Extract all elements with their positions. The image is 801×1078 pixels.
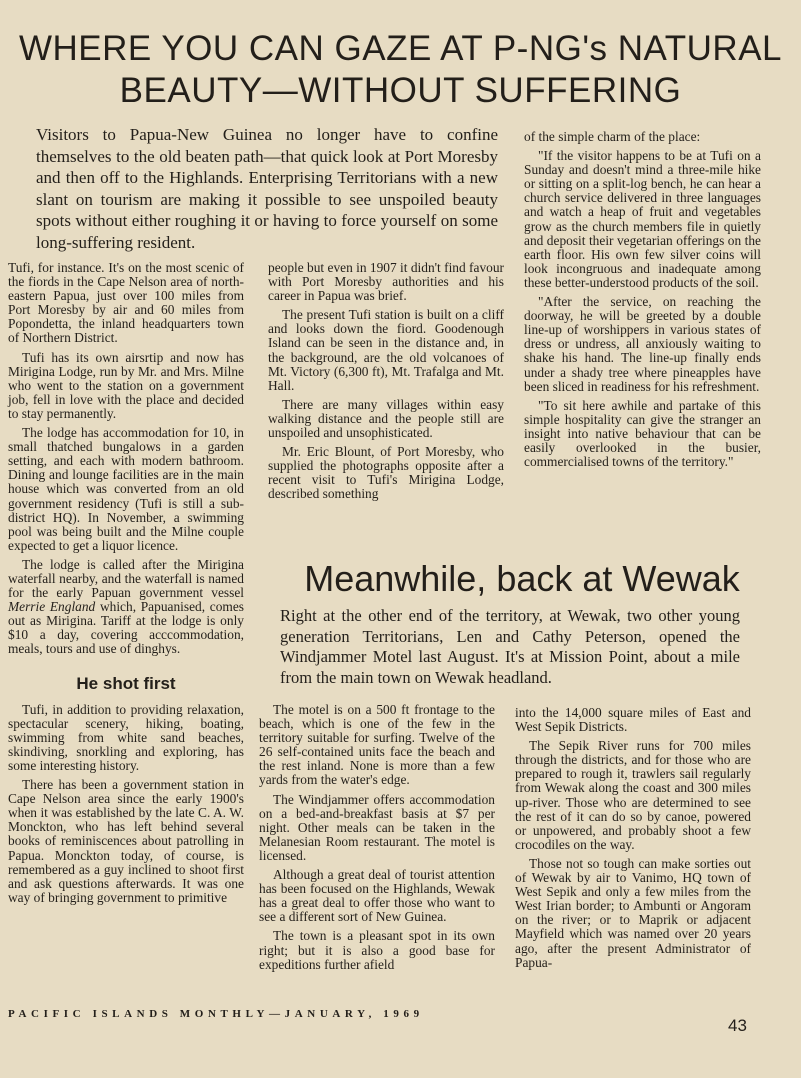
- col2-paragraph: There are many villages within easy walking distance and the people still are unspoiled and unsophisticated.: [268, 396, 504, 441]
- col1-paragraph: Tufi has its own airsrtip and now has Mirigina Lodge, run by Mr. and Mrs. Milne who went to the station on a government job, fell in love with the place and decided to stay permanently.: [8, 349, 244, 421]
- col4-paragraph: The motel is on a 500 ft frontage to the beach, which is one of the few in the territory suitable for surfing. Twelve of the 26 self-contained units face the beach and the rest inland. None is more than a few yards from the water's edge.: [259, 702, 495, 788]
- col1-paragraph: There has been a government station in Cape Nelson area since the early 1900's when it was established by the late C. A. W. Monckton, who has left behind several books of reminiscences about patrolling in Papua. Monckton today, of course, is remembered as a guy inclined to shoot first and ask questions afterwards. It was one way of bringing government to primitive: [8, 777, 244, 905]
- col3-paragraph: "To sit here awhile and partake of this simple hospitality can give the stranger an insight into native behaviour that can be easily overlooked in the busier, commercialised towns of the territory.": [524, 397, 761, 470]
- page-number: 43: [728, 1016, 747, 1035]
- column-1: [8, 261, 244, 910]
- intro-paragraph-2: Right at the other end of the territory, at Wewak, two other young generation Territorians, Len and Cathy Peterson, opened the Windjammer Motel last August. It's at Mission Point, about a mile from the main town on Wewak headland.: [280, 606, 740, 687]
- col5-paragraph: The Sepik River runs for 700 miles through the districts, and for those who are prepared to rough it, trawlers sail regularly from Wewak along the coast and 300 miles up-river. Those who are determined to see the rest of it can do so by canoe, powered or unpowered, and probably shoot a few crocodiles on the way.: [515, 738, 751, 852]
- col3-paragraph: "After the service, on reaching the doorway, he will be greeted by a double line-up of worshippers in various states of dress or undress, all anxiously waiting to shake his hand. The line-up finally ends under a shady tree where pineapples have been sliced in readiness for his refreshment.: [524, 294, 761, 394]
- headline-2: Meanwhile, back at Wewak: [304, 558, 740, 599]
- col2-paragraph: The present Tufi station is built on a cliff and looks down the fiord. Goodenough Island can be seen in the distance and, in the background, are the old volcanoes of Mt. Victory (6,300 ft), Mt. Trafalga and Mt. Hall.: [268, 307, 504, 393]
- col2-paragraph: Mr. Eric Blount, of Port Moresby, who supplied the photographs opposite after a recent visit to Tufi's Mirigina Lodge, described something: [268, 444, 504, 502]
- column-3: [524, 130, 761, 474]
- col3-paragraph: of the simple charm of the place:: [524, 129, 701, 144]
- col5-paragraph: Those not so tough can make sorties out of Wewak by air to Vanimo, HQ town of West Sepik and only a few miles from the West Irian border; to Ambunti or Angoram on the river; or to Maprik or adjacent Mayfield which was named over 20 years ago, after the present Administrator of Papua-: [515, 855, 751, 970]
- footer: PACIFIC ISLANDS MONTHLY—JANUARY, 1969: [8, 1008, 424, 1020]
- column-2: [268, 261, 504, 507]
- col1-paragraph: The lodge is called after the Mirigina waterfall nearby, and the waterfall is named for the early Papuan government vessel Merrie England which, Papuanised, comes out as Mirigina. Tariff at the lodge is only $10 a day, covering acccommodation, meals, tours and use of dinghys.: [8, 556, 244, 657]
- col4-paragraph: The Windjammer offers accommodation on a bed-and-breakfast basis at $7 per night. Other meals can be taken in the Melanesian Room restaurant. The motel is licensed.: [259, 791, 495, 863]
- col5-paragraph: into the 14,000 square miles of East and West Sepik Districts.: [515, 705, 751, 735]
- subheading: He shot first: [76, 673, 176, 693]
- col1-paragraph: Tufi, for instance. It's on the most scenic of the fiords in the Cape Nelson area of north-eastern Papua, just over 100 miles from Port Moresby by air and 60 miles from Popondetta, the inland headquarters town of Northern District.: [8, 260, 244, 346]
- col1-paragraph: The lodge has accommodation for 10, in small thatched bungalows in a garden setting, and each with modern bathroom. Dining and lounge facilities are in the main house which was converted from an old government residency (Tufi is still a sub-district HQ). In November, a swimming pool was being built and the Milne couple expected to get a liquor licence.: [8, 425, 244, 553]
- column-5: [515, 706, 751, 975]
- ship-name: Merrie England: [8, 599, 96, 615]
- headline: [10, 28, 791, 112]
- column-4: [259, 703, 495, 977]
- intro-paragraph: Visitors to Papua-New Guinea no longer have to confine themselves to the old beaten path—that quick look at Port Moresby and then off to the Highlands. Enterprising Territorians with a new slant on tourism are making it possible to see unspoiled beauty spots without either roughing it or having to force yourself on some long-suffering resident.: [36, 125, 498, 252]
- col4-paragraph: The town is a pleasant spot in its own right; but it is also a good base for expeditions further afield: [259, 928, 495, 972]
- headline-line-1: WHERE YOU CAN GAZE AT P-NG's NATURAL: [18, 29, 783, 68]
- col2-paragraph: people but even in 1907 it didn't find favour with Port Moresby authorities and his career in Papua was brief.: [268, 260, 504, 304]
- col1-paragraph: Tufi, in addition to providing relaxation, spectacular scenery, hiking, boating, swimming from white sand beaches, skindiving, snorkling and exploring, has some interesting history.: [8, 701, 244, 773]
- headline-line-2: BEAUTY—WITHOUT SUFFERING: [119, 71, 682, 110]
- col3-paragraph: "If the visitor happens to be at Tufi on a Sunday and doesn't mind a three-mile hike or sitting on a split-log bench, he can hear a church service delivered in three languages and watch a heap of fruit and vegetables grow as the church members file in quietly and deposit their vegetarian offerings on the earth floor. His own few silver coins will look incongruous and inadequate among these better-understood products of the soil.: [524, 148, 761, 290]
- col4-paragraph: Although a great deal of tourist attention has been focused on the Highlands, Wewak has a great deal to offer those who want to see a different sort of New Guinea.: [259, 867, 495, 925]
